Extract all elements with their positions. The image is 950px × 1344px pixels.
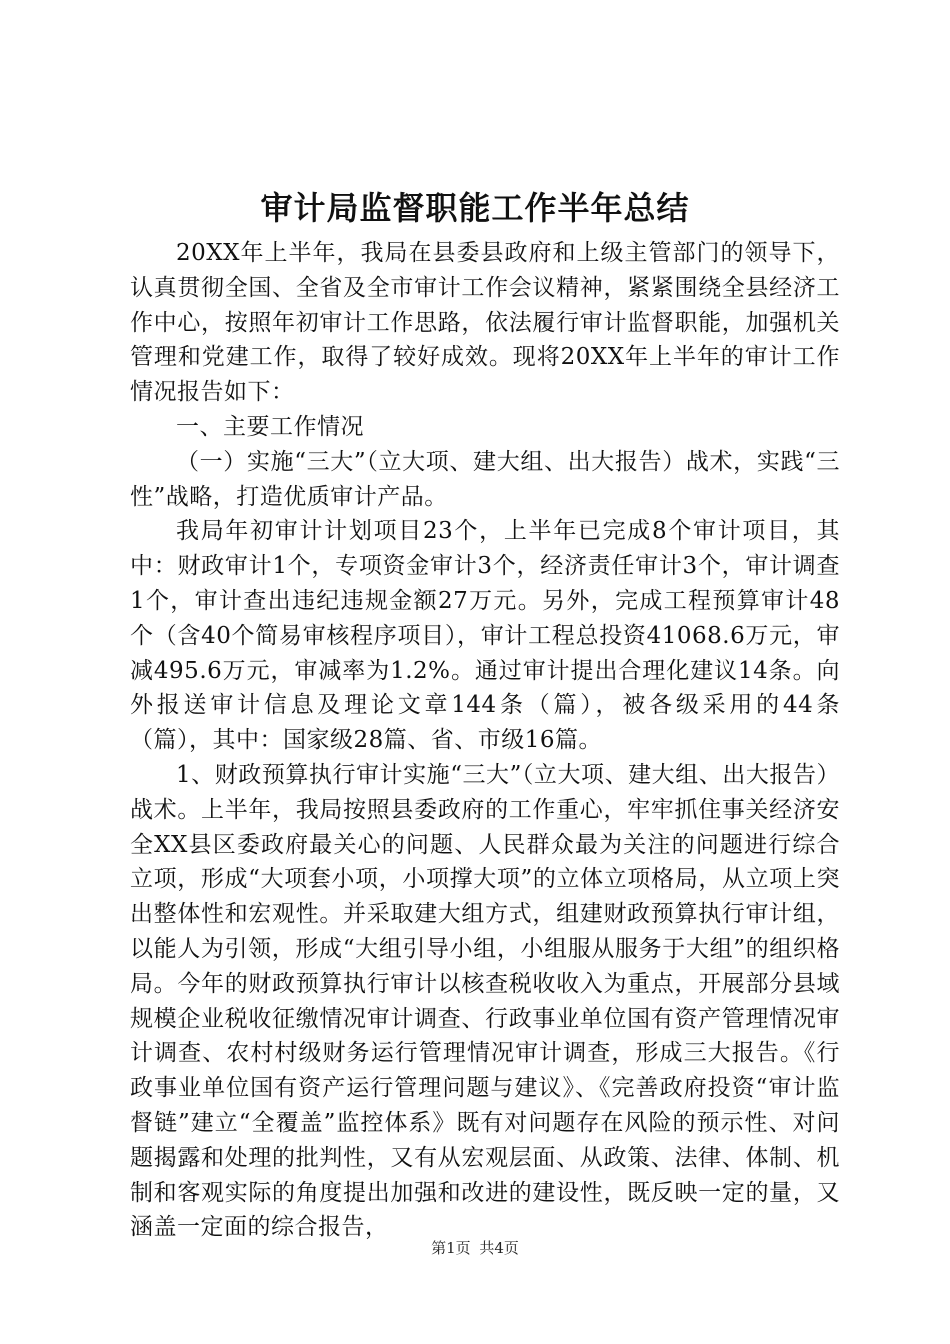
page-footer bbox=[0, 1238, 950, 1258]
document-title: 审计局监督职能工作半年总结 bbox=[260, 189, 690, 227]
section-heading: 一、主要工作情况 bbox=[176, 413, 364, 440]
intro-paragraph: 20XX年上半年，我局在县委县政府和上级主管部门的领导下，认真贯彻全国、全省及全市审计工作会议精神，紧紧围绕全县经济工作中心，按照年初审计工作思路，依法履行审计监督职能，加强机关管理和党建工作，取得了较好成效。现将20XX年上半年的审计工作情况报告如下： bbox=[130, 240, 840, 406]
summary-paragraph: 我局年初审计计划项目23个，上半年已完成8个审计项目，其中：财政审计1个，专项资金审计3个，经济责任审计3个，审计调查1个，审计查出违纪违规金额27万元。另外，完成工程预算审计48个（含40个简易审核程序项目），审计工程总投资41068.6万元，审减495.6万元，审减率为1.2%。通过审计提出合理化建议14条。向外报送审计信息及理论文章144条（篇），被各级采用的44条（篇），其中：国家级28篇、省、市级16篇。 bbox=[130, 518, 840, 754]
page-total: 共4页 bbox=[479, 1239, 519, 1257]
detail-paragraph: 1、财政预算执行审计实施“三大”（立大项、建大组、出大报告）战术。上半年，我局按照县委政府的工作重心，牢牢抓住事关经济安全XX县区委政府最关心的问题、人民群众最为关注的问题进行综合立项，形成“大项套小项，小项撑大项”的立体立项格局，从立项上突出整体性和宏观性。并采取建大组方式，组建财政预算执行审计组，以能人为引领，形成“大组引导小组，小组服从服务于大组”的组织格局。今年的财政预算执行审计以核查税收收入为重点，开展部分县域规模企业税收征缴情况审计调查、行政事业单位国有资产管理情况审计调查、农村村级财务运行管理情况审计调查，形成三大报告。《行政事业单位国有资产运行管理问题与建议》、《完善政府投资“审计监督链”建立“全覆盖”监控体系》既有对问题存在风险的预示性、对问题揭露和处理的批判性，又有从宏观层面、从政策、法律、体制、机制和客观实际的角度提出加强和改进的建设性，既反映一定的量，又涵盖一定面的综合报告， bbox=[130, 761, 840, 1241]
document-body bbox=[130, 236, 840, 1245]
page-number: 第1页 bbox=[431, 1239, 471, 1257]
subsection-heading: （一）实施“三大”（立大项、建大组、出大报告）战术，实践“三性”战略，打造优质审计产品。 bbox=[130, 448, 840, 510]
